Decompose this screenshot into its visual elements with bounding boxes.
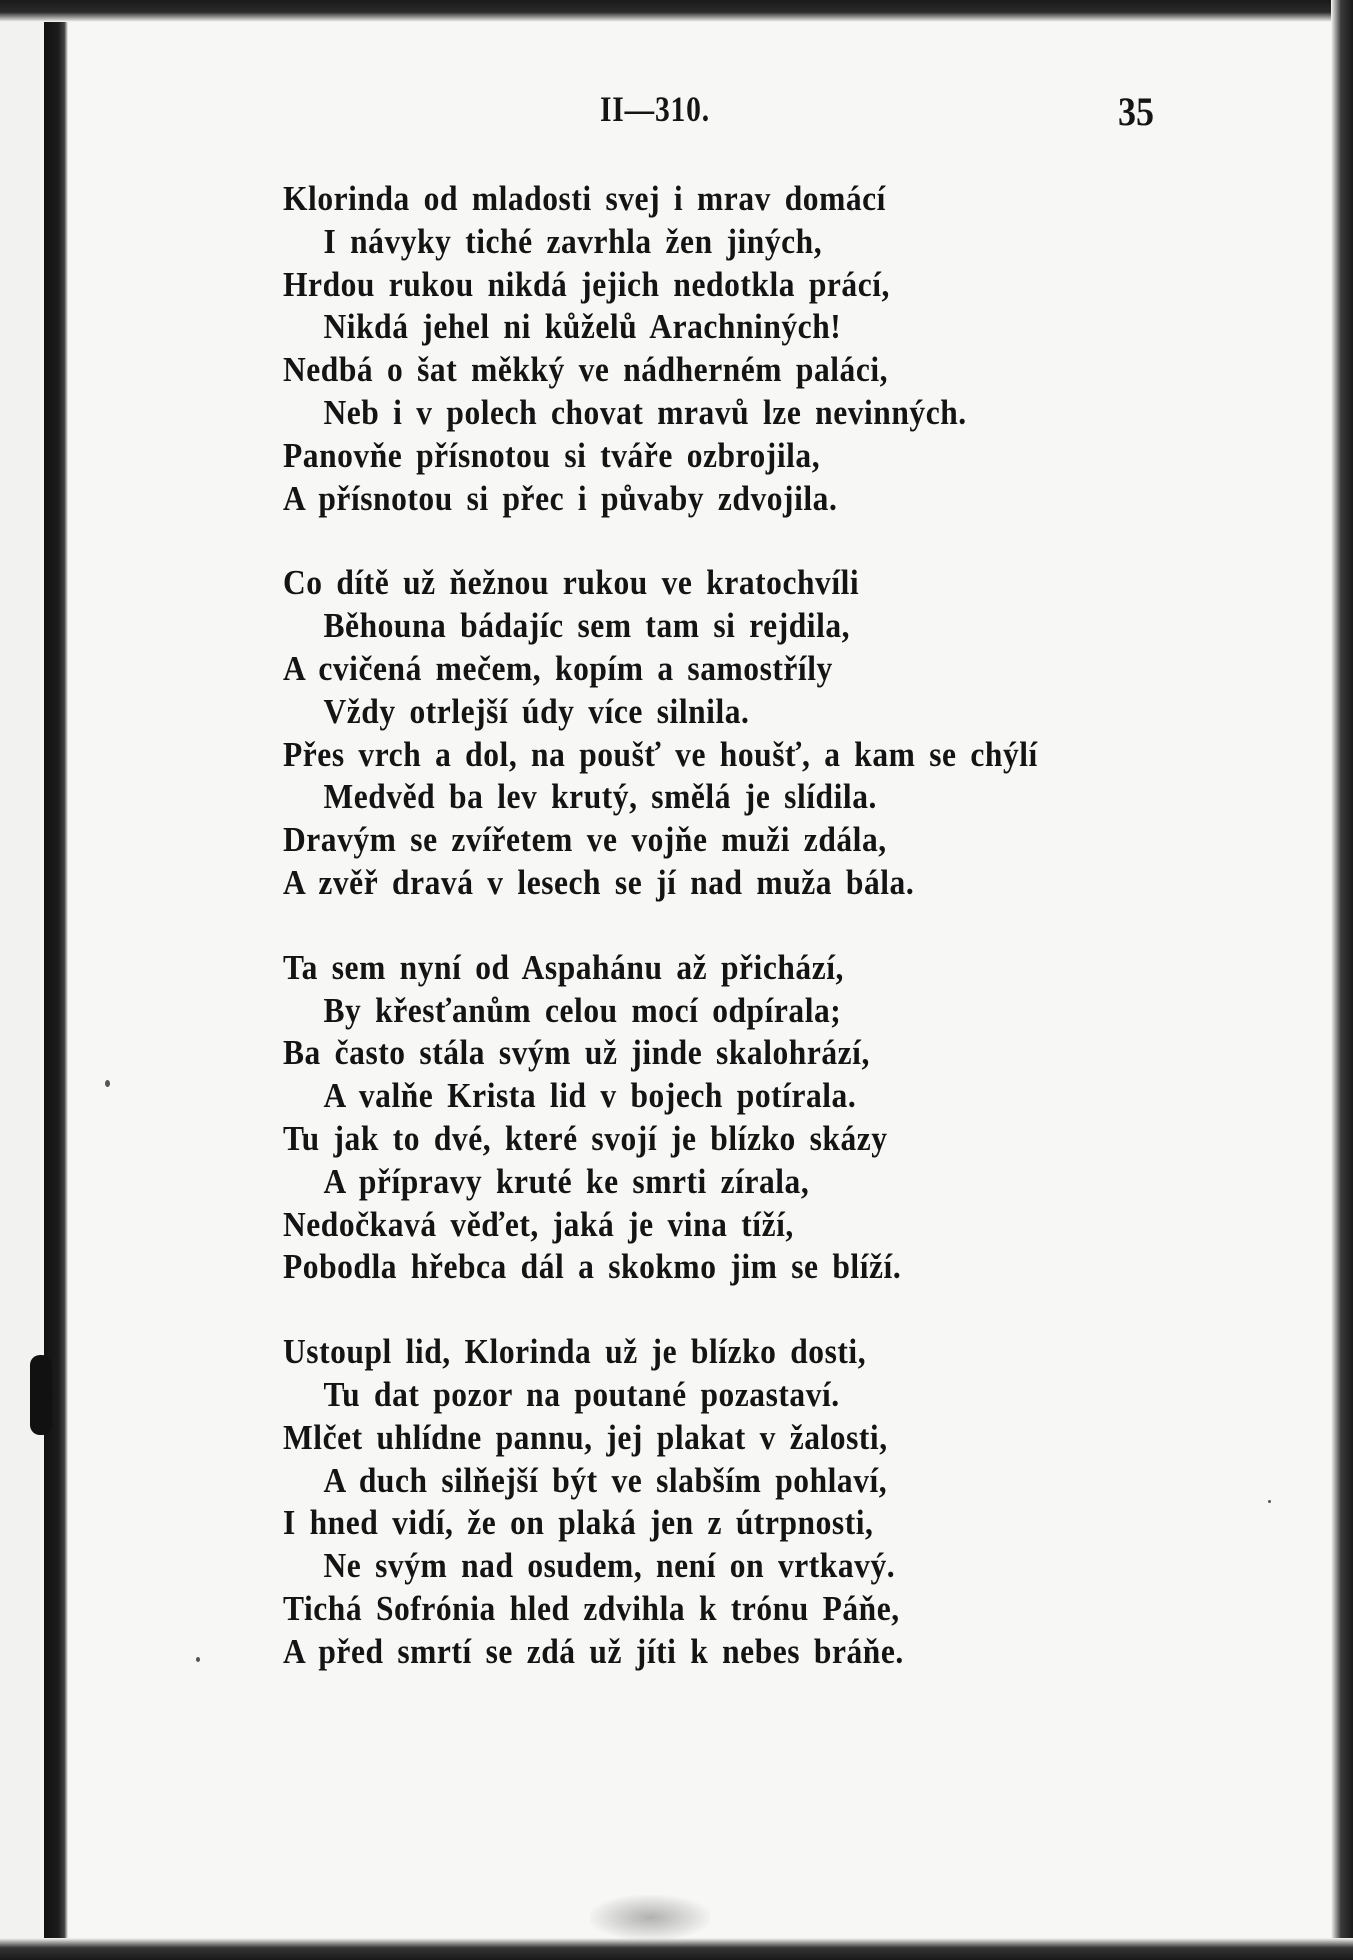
verse-line: A zvěř dravá v lesech se jí nad muža bála. [283, 862, 915, 902]
verse-line: Dravým se zvířetem ve vojňe muži zdála, [283, 820, 887, 860]
ink-smudge [590, 1895, 710, 1940]
verse-line: A valňe Krista lid v bojech potírala. [323, 1076, 857, 1116]
verse-line: Přes vrch a dol, na poušť ve houšť, a kam se chýlí [283, 734, 1038, 774]
spine-stain [30, 1355, 52, 1435]
stanza [283, 562, 1323, 904]
stanza [283, 1331, 1323, 1673]
verse-line: Pobodla hřebca dál a skokmo jim se blíží. [283, 1247, 902, 1287]
verse-line: Neb i v polech chovat mravů lze nevinných. [323, 392, 967, 432]
verse-line: Vždy otrlejší údy více silnila. [323, 691, 750, 731]
verse-line: A před smrtí se zdá už jíti k nebes bráňe. [283, 1631, 904, 1671]
paper-speck [105, 1080, 110, 1087]
verse-line: Klorinda od mladosti svej i mrav domácí [283, 179, 886, 218]
scan-border-top [0, 0, 1353, 22]
verse-line: I návyky tiché zavrhla žen jiných, [323, 221, 823, 261]
verse-line: Běhouna bádajíc sem tam si rejdila, [323, 606, 851, 646]
verse-line: A duch silňejší být ve slabším pohlaví, [323, 1460, 888, 1500]
verse-line: Tu dat pozor na poutané pozastaví. [323, 1374, 840, 1414]
paper-speck [196, 1657, 200, 1662]
verse-line: Hrdou rukou nikdá jejich nedotkla prácí, [283, 264, 890, 304]
verse-line: Ne svým nad osudem, není on vrtkavý. [323, 1546, 896, 1586]
verse-line: Ustoupl lid, Klorinda už je blízko dosti, [283, 1332, 867, 1372]
printer-signature: II—310. [600, 89, 710, 129]
verse-line: Tu jak to dvé, které svojí je blízko skázy [283, 1118, 888, 1158]
stanza [283, 178, 1323, 520]
page-number: 35 [1118, 89, 1154, 134]
verse-line: Ta sem nyní od Aspahánu až přichází, [283, 947, 844, 987]
verse-line: Mlčet uhlídne pannu, jej plakat v žalosti, [283, 1417, 888, 1457]
verse-line: Medvěd ba lev krutý, smělá je slídila. [323, 777, 877, 817]
book-spine-shadow [44, 0, 68, 1960]
stanza [283, 947, 1323, 1289]
verse-line: Nikdá jehel ni kůželů Arachniných! [323, 307, 842, 347]
verse-line: A cvičená mečem, kopím a samostříly [283, 648, 833, 688]
page-header [0, 88, 1353, 138]
verse-line: Ba často stála svým už jinde skalohrází, [283, 1033, 870, 1073]
verse-line: A přísnotou si přec i půvaby zdvojila. [283, 478, 838, 518]
verse-line: Nedbá o šat měkký ve nádherném paláci, [283, 350, 889, 390]
scan-border-right [1331, 0, 1353, 1960]
verse-line: Co dítě už ňežnou rukou ve kratochvíli [283, 563, 860, 603]
verse-line: I hned vidí, že on plaká jen z útrpnosti, [283, 1503, 874, 1543]
verse-line: By křesťanům celou mocí odpírala; [323, 990, 842, 1030]
poem-text [283, 178, 1323, 1716]
verse-line: Nedočkavá věďet, jaká je vina tíží, [283, 1204, 794, 1244]
scan-border-bottom [0, 1938, 1353, 1960]
verse-line: Panovňe přísnotou si tváře ozbrojila, [283, 435, 821, 475]
verse-line: A přípravy kruté ke smrti zírala, [323, 1161, 810, 1201]
verse-line: Tichá Sofrónia hled zdvihla k trónu Páňe, [283, 1588, 900, 1628]
